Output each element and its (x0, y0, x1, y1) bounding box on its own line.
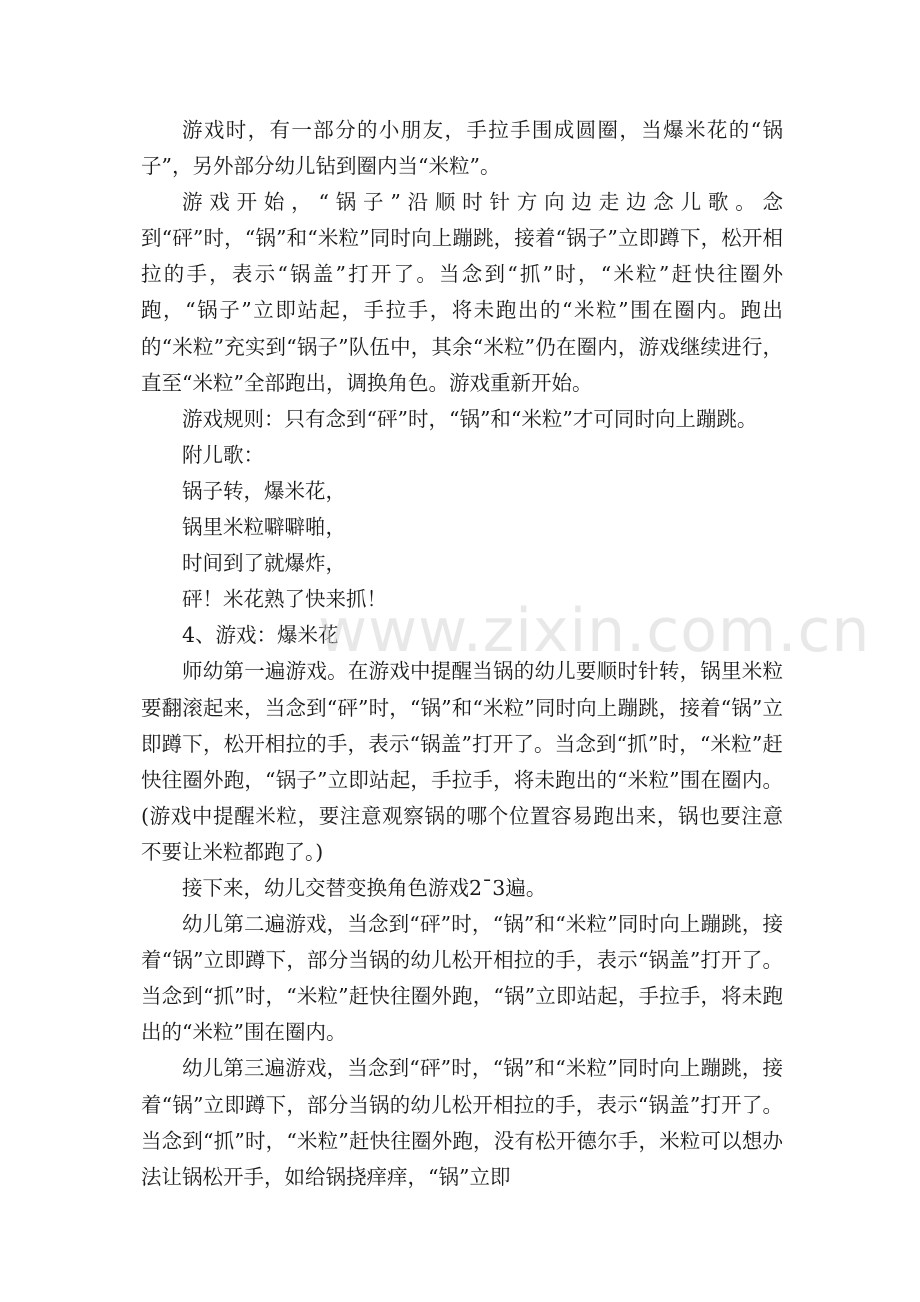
watermark-text: www.zixin.com.cn (318, 596, 871, 666)
song-line-2: 锅里米粒噼噼啪， (182, 515, 346, 540)
paragraph-role-switch: 接下来，幼儿交替变换角色游戏2¯3遍。 (182, 875, 547, 900)
paragraph-intro: 游戏时，有一部分的小朋友，手拉手围成圆圈，当爆米花的“锅子”，另外部分幼儿钻到圈内当“米粒”。 (141, 118, 783, 179)
song-line-1: 锅子转，爆米花， (182, 478, 346, 503)
paragraph-second-round: 幼儿第二遍游戏，当念到“砰”时，“锅”和“米粒”同时向上蹦跳，接着“锅”立即蹲下，部分当锅的幼儿松开相拉的手，表示“锅盖”打开了。当念到“抓”时，“米粒”赶快往圈外跑，“锅”立即站起，手拉手，将未跑出的“米粒”围在圈内。 (141, 912, 783, 1045)
paragraph-first-round: 师幼第一遍游戏。在游戏中提醒当锅的幼儿要顺时针转，锅里米粒要翻滚起来，当念到“砰”时，“锅”和“米粒”同时向上蹦跳，接着“锅”立即蹲下，松开相拉的手，表示“锅盖”打开了。当念到“抓”时，“米粒”赶快往圈外跑，“锅子”立即站起，手拉手，将未跑出的“米粒”围在圈内。(游戏中提醒米粒，要注意观察锅的哪个位置容易跑出来，锅也要注意不要让米粒都跑了。) (141, 659, 783, 864)
song-line-4: 砰！米花熟了快来抓！ (182, 587, 387, 612)
paragraph-song-heading: 附儿歌： (182, 442, 264, 467)
paragraph-game-rules: 游戏规则：只有念到“砰”时，“锅”和“米粒”才可同时向上蹦跳。 (182, 406, 758, 431)
paragraph-third-round: 幼儿第三遍游戏，当念到“砰”时，“锅”和“米粒”同时向上蹦跳，接着“锅”立即蹲下，部分当锅的幼儿松开相拉的手，表示“锅盖”打开了。当念到“抓”时，“米粒”赶快往圈外跑，没有松开德尔手，米粒可以想办法让锅松开手，如给锅挠痒痒，“锅”立即 (141, 1056, 783, 1189)
paragraph-game-start: 游戏开始，“锅子”沿顺时针方向边走边念儿歌。念到“砰”时，“锅”和“米粒”同时向上蹦跳，接着“锅子”立即蹲下，松开相拉的手，表示“锅盖”打开了。当念到“抓”时，“米粒”赶快往圈外跑，“锅子”立即站起，手拉手，将未跑出的“米粒”围在圈内。跑出的“米粒”充实到“锅子”队伍中，其余“米粒”仍在圈内，游戏继续进行，直至“米粒”全部跑出，调换角色。游戏重新开始。 (141, 190, 783, 395)
document-body (141, 112, 783, 1195)
song-line-3: 时间到了就爆炸， (182, 551, 346, 576)
section-heading: 4、游戏：爆米花 (182, 623, 339, 648)
